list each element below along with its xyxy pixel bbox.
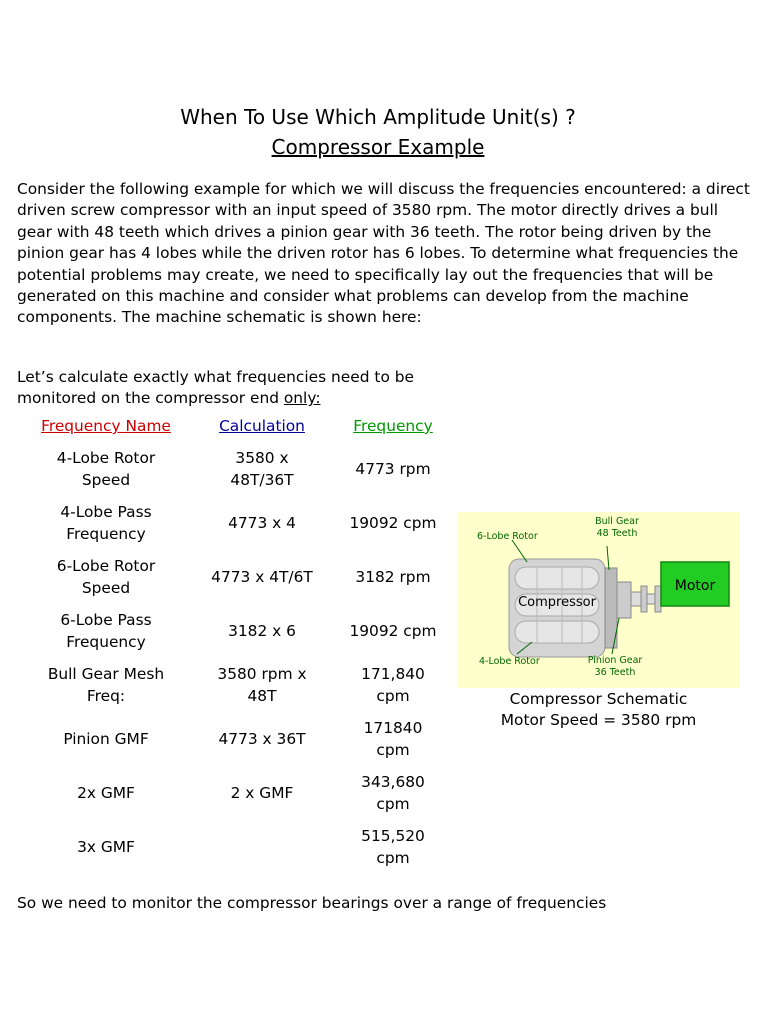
cell-frequency-name-text [57,555,155,599]
cell-calculation-line: 3580 x [235,449,289,467]
cell-calculation-text [231,782,294,804]
cell-frequency-name-text [77,836,135,858]
cell-frequency-line: cpm [376,687,410,705]
schematic-drawing [457,512,740,688]
table-body [22,442,452,874]
page-subtitle: Compressor Example [271,135,485,159]
cell-frequency-name-line: 4-Lobe Rotor [56,449,156,467]
cell-calculation-text [230,447,293,491]
cell-frequency-name-line: 2x GMF [77,784,135,802]
cell-frequency-name [22,766,190,820]
pinion-gear-icon [617,582,631,618]
page-title: When To Use Which Amplitude Unit(s) ? [180,105,576,129]
cell-frequency-name-text [60,501,151,545]
table-row [22,712,452,766]
cell-calculation-line: 4773 x 4 [228,514,296,532]
cell-calculation [190,604,334,658]
cell-frequency-text [349,620,436,642]
cell-frequency [334,604,452,658]
calc-intro-emphasis: only: [283,389,321,408]
header-frequency-name: Frequency Name [41,417,171,435]
table-row [22,658,452,712]
pinion-gear-teeth-label: 36 Teeth [594,667,636,678]
cell-frequency-name [22,496,190,550]
cell-frequency-line: 515,520 [361,827,425,845]
table-row [22,604,452,658]
pinion-gear-label: Pinion Gear [587,655,643,666]
six-lobe-rotor-label: 6-Lobe Rotor [477,531,538,542]
cell-calculation [190,550,334,604]
cell-calculation-line: 4773 x 4T/6T [211,568,313,586]
cell-frequency-name-line: Speed [81,471,131,489]
table-row [22,820,452,874]
motor-label: Motor [674,578,716,594]
cell-frequency-name-line: 6-Lobe Pass [60,611,152,629]
intro-paragraph: Consider the following example for which we will discuss the frequencies encountered: a direct driven screw compressor with an input speed of 3580 rpm. The motor directly drives a bull gear with 48 teeth which drives a pinion gear with 36 teeth. The rotor being driven by the pinion gear has 4 lobes while the driven rotor has 6 lobes. To determine what frequencies the potential problems may create, we need to specifically lay out the frequencies that will be generated on this machine and consider what problems can develop from the machine components. The machine schematic is shown here: [17,180,750,327]
table-row [22,496,452,550]
cell-calculation [190,496,334,550]
cell-frequency-line: cpm [376,795,410,813]
bull-gear-label: Bull Gear [595,516,639,527]
cell-frequency-line: 171840 [363,719,423,737]
cell-frequency-line: 4773 rpm [355,460,431,478]
cell-frequency-text [355,458,430,480]
cell-frequency-name-line: Frequency [66,633,146,651]
cell-frequency-text [361,663,425,707]
cell-frequency-name [22,550,190,604]
cell-frequency-name-text [63,728,148,750]
cell-frequency [334,820,452,874]
cell-calculation-text [228,620,296,642]
cell-frequency-name-line: Pinion GMF [63,730,149,748]
cell-calculation-text [211,566,313,588]
cell-calculation [190,766,334,820]
cell-frequency-name-text [77,782,135,804]
cell-calculation-line: 2 x GMF [230,784,294,802]
cell-calculation-line: 48T [247,687,277,705]
cell-calculation-line: 4773 x 36T [218,730,306,748]
cell-frequency-name-line: Bull Gear Mesh [47,665,165,683]
cell-frequency-name-line: Frequency [66,525,146,543]
header-calculation: Calculation [219,417,305,435]
cell-frequency [334,496,452,550]
frequency-table [22,410,452,874]
cell-frequency-name-text [48,663,164,707]
cell-frequency-name-line: Freq: [86,687,126,705]
cell-frequency-name-text [57,447,155,491]
compressor-label: Compressor [518,595,596,610]
header-frequency: Frequency [353,417,433,435]
cell-frequency-name [22,712,190,766]
bull-gear-teeth-label: 48 Teeth [596,528,638,539]
cell-frequency-line: 343,680 [361,773,425,791]
compressor-schematic [457,512,740,688]
cell-frequency-line: 19092 cpm [349,622,437,640]
cell-frequency-name [22,820,190,874]
cell-frequency-name [22,442,190,496]
cell-frequency-line: cpm [376,741,410,759]
cell-frequency [334,712,452,766]
calc-intro-paragraph [17,367,447,410]
cell-calculation-text [217,663,306,707]
caption-line-1: Compressor Schematic [509,690,688,708]
cell-frequency-line: cpm [376,849,410,867]
cell-frequency-line: 19092 cpm [349,514,437,532]
cell-calculation [190,658,334,712]
cell-calculation-line: 3182 x 6 [228,622,296,640]
cell-frequency-name-line: 3x GMF [77,838,135,856]
cell-frequency-name [22,604,190,658]
cell-frequency-text [355,566,430,588]
cell-frequency-name-line: 6-Lobe Rotor [56,557,156,575]
cell-calculation [190,820,334,874]
schematic-caption [457,689,740,732]
cell-calculation-line: 48T/36T [230,471,294,489]
table-header-row [22,410,452,442]
table-row [22,442,452,496]
cell-frequency-name [22,658,190,712]
cell-frequency-line: 171,840 [361,665,425,683]
cell-calculation-line: 3580 rpm x [217,665,307,683]
cell-frequency [334,550,452,604]
cell-frequency-text [349,512,436,534]
cell-frequency [334,442,452,496]
cell-frequency [334,766,452,820]
cell-frequency-name-line: 4-Lobe Pass [60,503,152,521]
table-row [22,766,452,820]
cell-calculation [190,442,334,496]
cell-calculation-text [218,728,305,750]
calc-intro-text: Let’s calculate exactly what frequencies need to be monitored on the compressor end [17,368,414,408]
cell-calculation [190,712,334,766]
cell-frequency-text [361,771,425,815]
footer-paragraph: So we need to monitor the compressor bearings over a range of frequencies [17,894,607,912]
cell-frequency-text [361,825,425,869]
cell-frequency [334,658,452,712]
cell-frequency-name-line: Speed [81,579,131,597]
coupling-shaft [631,586,661,612]
cell-frequency-text [364,717,423,761]
cell-calculation-text [228,512,296,534]
four-lobe-rotor-label: 4-Lobe Rotor [479,656,540,667]
table-row [22,550,452,604]
caption-line-2: Motor Speed = 3580 rpm [500,711,697,730]
cell-frequency-line: 3182 rpm [355,568,431,586]
cell-frequency-name-text [60,609,151,653]
